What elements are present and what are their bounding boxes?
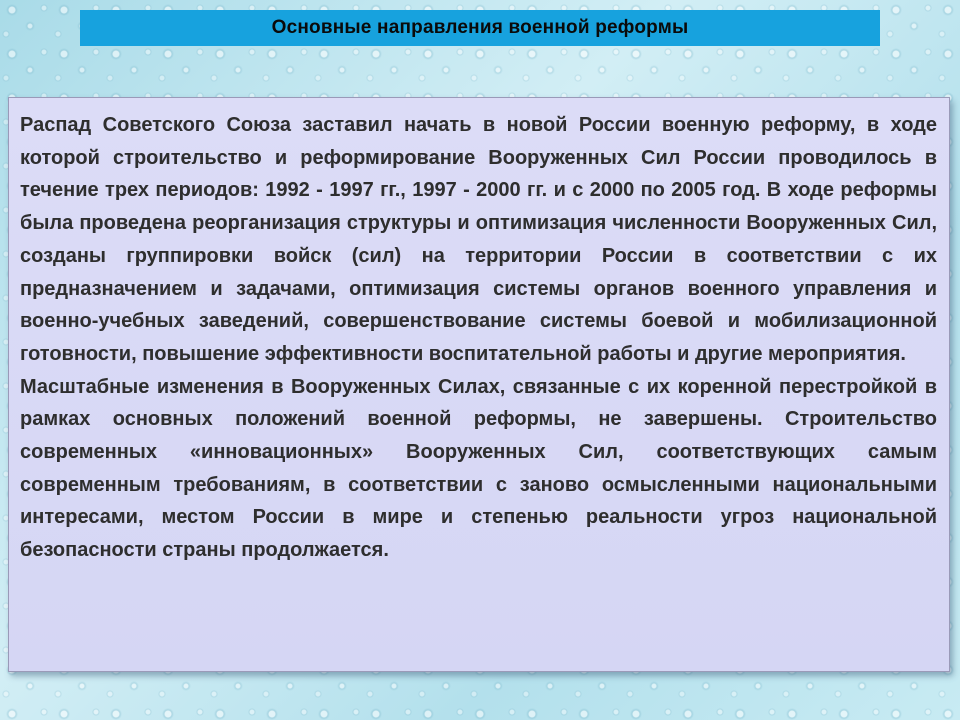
slide-title: Основные направления военной реформы (271, 17, 689, 38)
paragraph-reform-status: Масштабные изменения в Вооруженных Силах, связанные с их коренной перестройкой в рамках основных положений военной реформы, не завершены. Строительство современных «инновационных» Вооруженных Сил, соответствующих самым современным требованиям, в соответствии с заново осмысленными национальными интересами, местом России в мире и степенью реальности угроз национальной безопасности страны продолжается. (20, 375, 937, 562)
paragraph-reform-history: Распад Советского Союза заставил начать в новой России военную реформу, в ходе которой строительство и реформирование Вооруженных Сил России проводилось в течение трех периодов: 1992 - 1997 гг., 1997 - 2000 гг. и с 2000 по 2005 год. В ходе реформы была проведена реорганизация структуры и оптимизация численности Вооруженных Сил, созданы группировки войск (сил) на территории России в соответствии с их предназначением и задачами, оптимизация системы органов военного управления и военно-учебных заведений, совершенствование системы боевой и мобилизационной готовности, повышение эффективности воспитательной работы и другие мероприятия. (20, 114, 937, 365)
content-box (8, 97, 950, 672)
slide-title-bar (80, 10, 880, 46)
